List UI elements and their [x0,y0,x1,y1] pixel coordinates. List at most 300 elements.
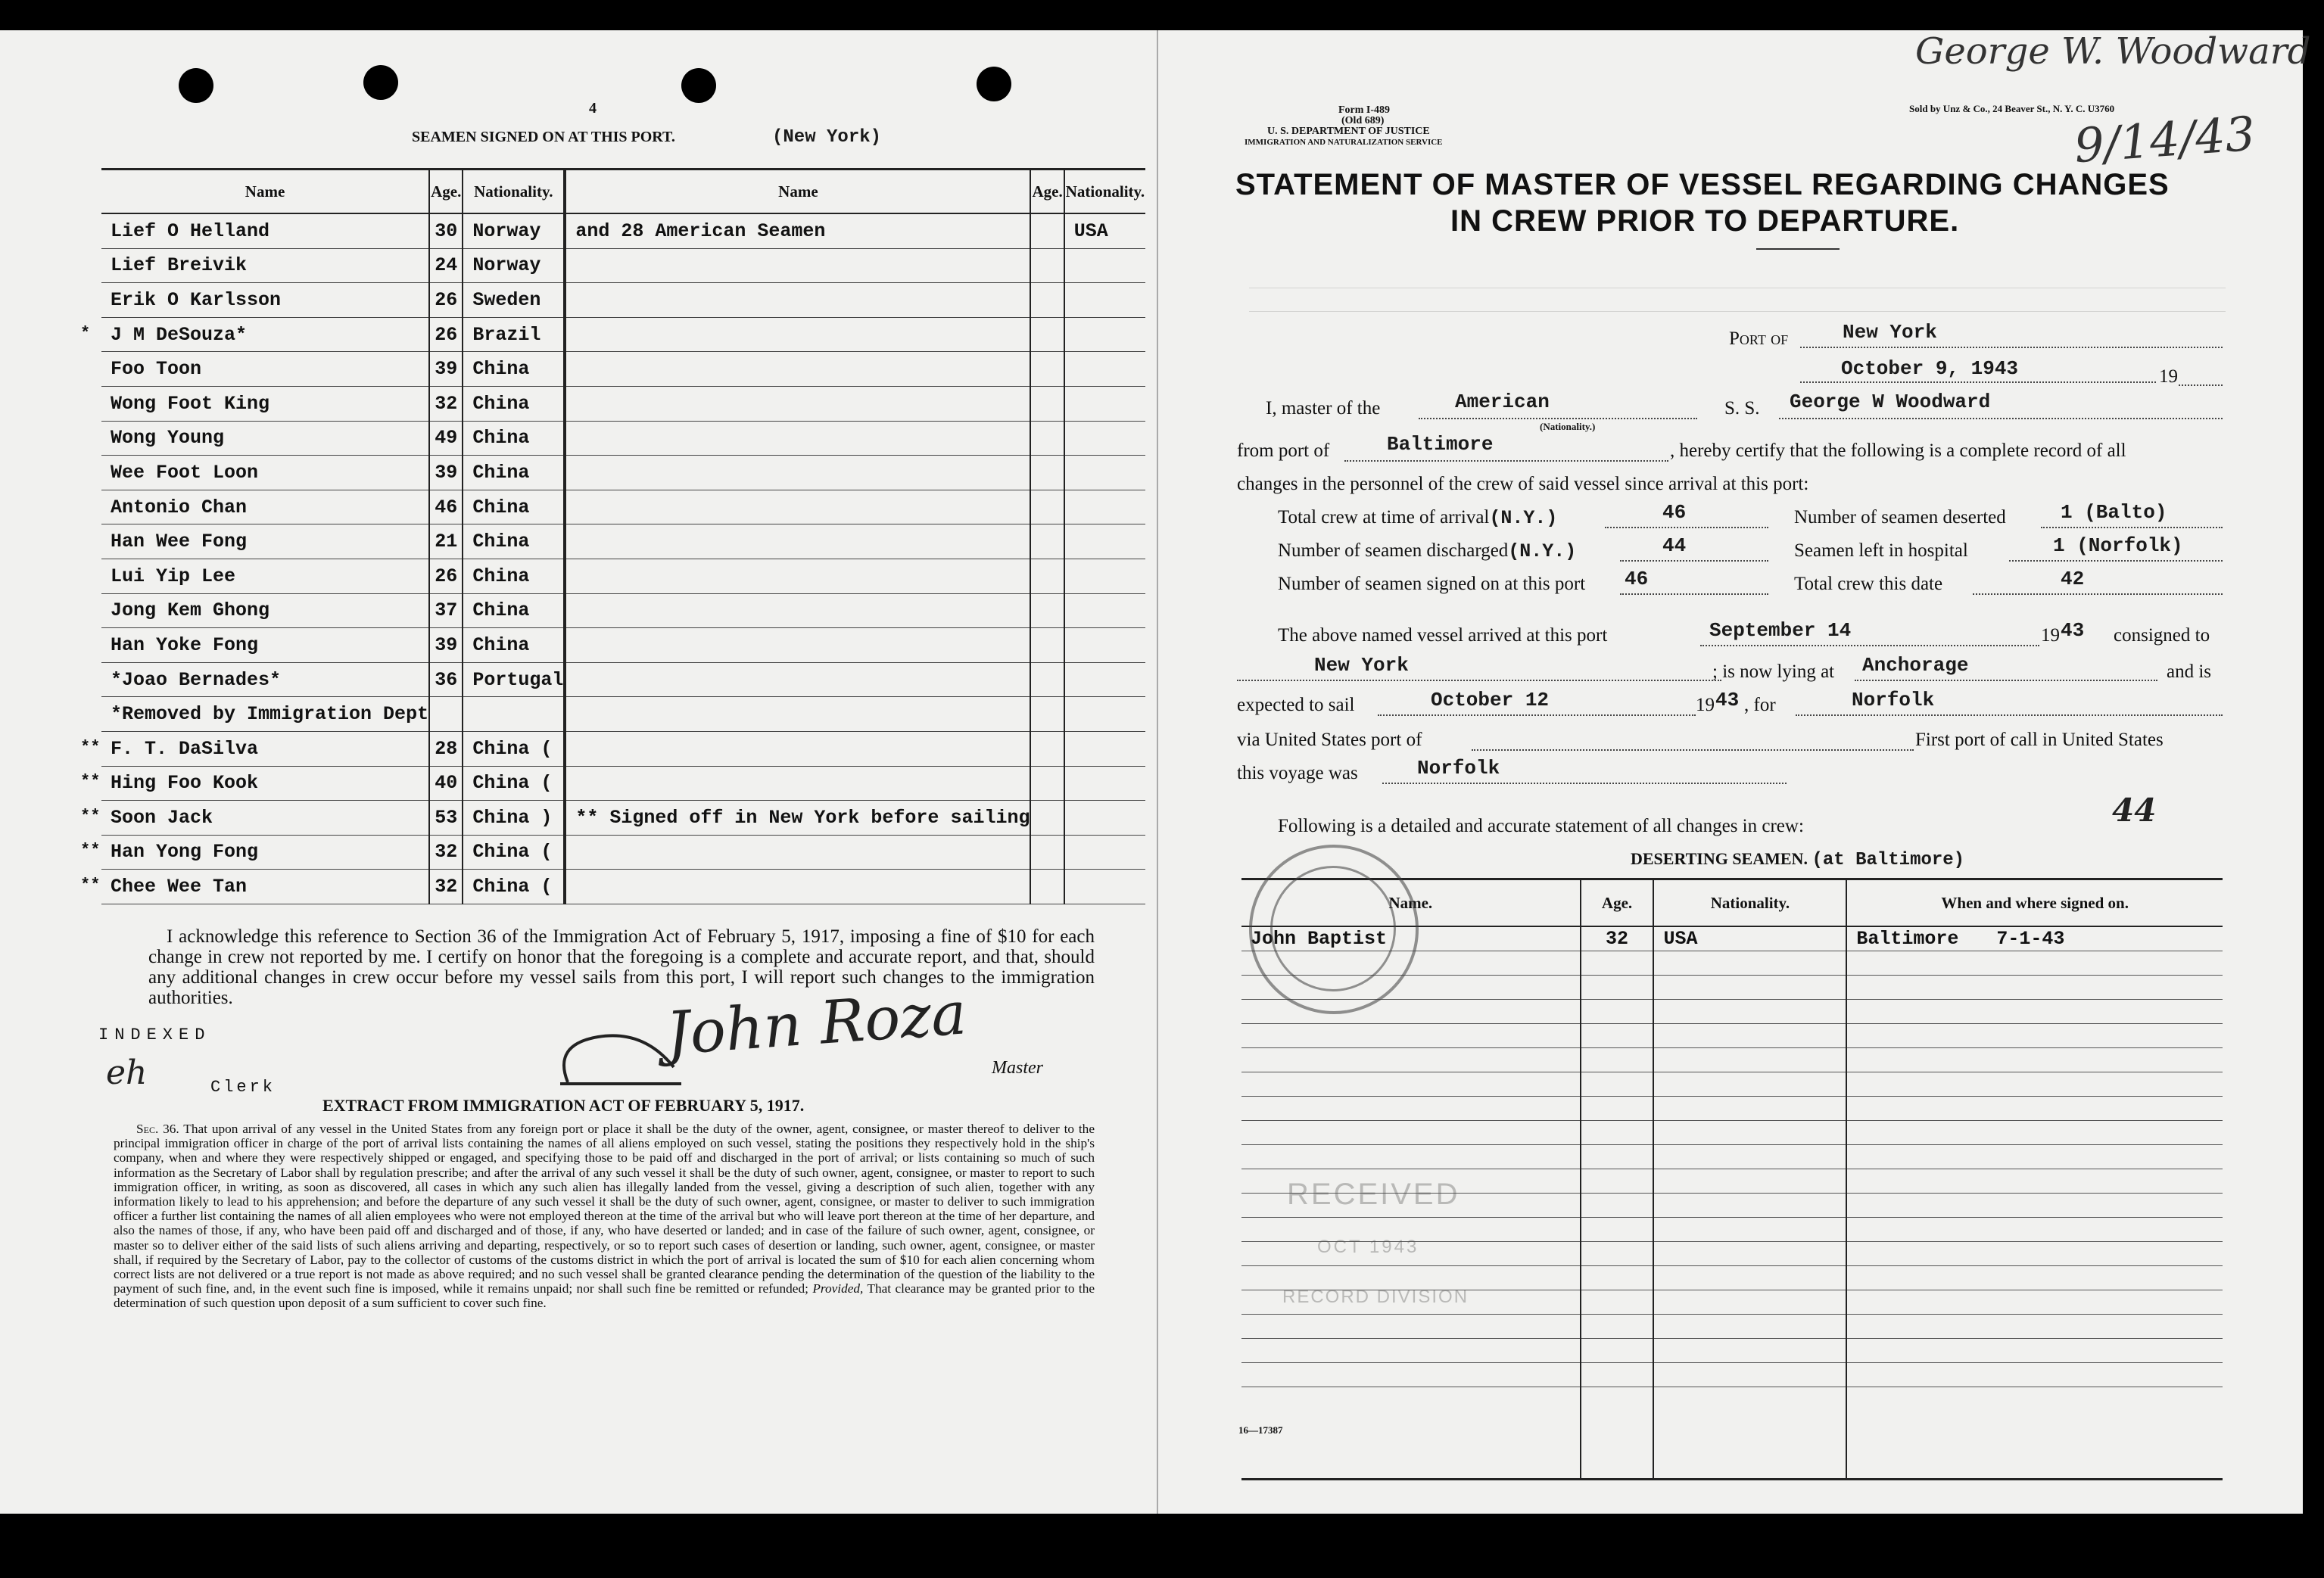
crew-age-2-cell [1030,248,1064,283]
consignee-line [1237,680,1721,681]
table-row [1241,1339,2223,1363]
crew-age-2-cell [1030,213,1064,248]
desert-tail-cell [1846,1387,2223,1480]
crew-nationality-cell: China [463,490,565,524]
crew-name-cell [101,628,429,663]
table-row [101,352,1145,387]
desert-nationality-cell [1653,1097,1846,1121]
title-line-1: STATEMENT OF MASTER OF VESSEL REGARDING CHANGES [1235,168,2170,201]
crew-name-text: F. T. DaSilva [111,737,259,760]
crew-name-cell [101,490,429,524]
crew-row-mark: * [80,323,91,343]
signature-flourish [553,1014,689,1097]
crew-name-2-cell [565,559,1030,593]
desert-when-where-cell [1846,1145,2223,1169]
crew-name-text: Jong Kem Ghong [111,599,270,622]
total-crew-arrival-value: 46 [1662,501,1687,524]
voyage-value: Norfolk [1417,757,1500,780]
first-port-label: First port of call in United States [1915,730,2164,750]
desert-when-where-cell [1846,1072,2223,1097]
crew-nationality-cell: China ( [463,731,565,766]
crew-nationality-2-cell [1064,835,1145,870]
left-title: SEAMEN SIGNED ON AT THIS PORT. [412,129,675,145]
circular-seal-stamp [1249,845,1419,1014]
arrived-value: September 14 [1709,619,1852,642]
col-header-age-2: Age. [1030,170,1064,214]
changes-text: changes in the personnel of the crew of said vessel since arrival at this port: [1237,474,1809,494]
via-line [1472,749,1914,751]
crew-age-2-cell [1030,731,1064,766]
desert-nationality-cell [1653,1242,1846,1266]
total-crew-date-value: 42 [2061,568,2085,590]
col-header-name: Name [101,170,429,214]
expected-value: October 12 [1431,689,1550,711]
arrived-label: The above named vessel arrived at this port [1278,625,1608,646]
deserted-label: Number of seamen deserted [1794,507,2006,528]
crew-nationality-cell: China [463,524,565,559]
desert-when-where-cell [1846,926,2223,951]
crew-nationality-2-cell [1064,524,1145,559]
expected-line [1378,714,1696,716]
table-row [1241,1097,2223,1121]
consigned-label: consigned to [2114,625,2210,646]
master-label: Master [992,1058,1043,1078]
desert-age-cell [1581,1145,1654,1169]
desert-age-cell [1581,976,1654,1000]
col-header-nationality-2: Nationality. [1064,170,1145,214]
crew-name-2-cell [565,697,1030,732]
desert-nationality-cell [1653,976,1846,1000]
from-port-line [1344,460,1668,462]
col-header-name-2: Name [565,170,1030,214]
crew-age-2-cell [1030,456,1064,490]
desert-nationality-cell [1653,1121,1846,1145]
desert-when-where-cell [1846,1097,2223,1121]
voyage-line [1382,783,1787,784]
crew-row-mark: ** [80,772,101,792]
desert-nationality-cell [1653,1290,1846,1315]
crew-age-2-cell [1030,283,1064,318]
crew-name-2-cell [565,628,1030,663]
crew-name-cell [101,662,429,697]
desert-age-cell [1581,1072,1654,1097]
master-signature: John Roza [664,979,969,1069]
desert-col-nationality: Nationality. [1653,879,1846,927]
handwritten-count: 44 [2112,792,2157,829]
crew-name-text: Chee Wee Tan [111,876,248,898]
desert-when-where-cell [1846,1194,2223,1218]
crew-name-2-cell [565,317,1030,352]
desert-when-where-cell [1846,1315,2223,1339]
crew-nationality-2-cell [1064,456,1145,490]
desert-age-cell [1581,1266,1654,1290]
desert-nationality-cell [1653,1218,1846,1242]
desert-when-where-cell [1846,1266,2223,1290]
arrived-line [1700,645,2039,646]
crew-name-cell [101,456,429,490]
crew-row-mark: ** [80,737,101,757]
hospital-label: Seamen left in hospital [1794,540,1968,561]
crew-name-text: Wong Foot King [111,392,270,415]
crew-name-2-cell [565,766,1030,801]
table-row [101,386,1145,421]
crew-age-cell: 53 [429,801,463,836]
crew-nationality-cell: China ( [463,766,565,801]
crew-age-cell: 39 [429,628,463,663]
desert-tail-cell [1241,1387,1581,1480]
arrived-year-prefix: 19 [2041,625,2060,646]
crew-name-text: Erik O Karlsson [111,288,282,311]
crew-age-cell: 26 [429,283,463,318]
section-36-text: Sec. 36. That upon arrival of any vessel in the United States from any foreign port or place it shall be the duty of the owner, agent, consignee, or master thereof to deliver to the principal immigration officer in charge of the port of arrival lists containing the names of all aliens employed on such vessel, stating the positions they respectively hold in the ship's company, when and where they were respectively shipped or engaged, and specifying those to be paid off and discharged in the port of arrival; or lists containing so much of such information as the Secretary of Labor shall by regulation prescribe; and after the arrival of any such vessel it shall be the duty of such owner, agent, consignee, or master to report to such immigration officer, in writing, as soon as discovered, all cases in which any such alien has illegally landed from the vessel, giving a description of such alien, together with any information likely to lead to his apprehension; and before the departure of any such vessel it shall be the duty of such owner, agent, consignee, or master to deliver to such immigration officer a further list containing the names of all alien employees who were not employed thereon at the time of the arrival but who will leave port thereon at the time of her departure, and also the names of those, if any, who have been paid off and discharged and of those, if any, who have deserted or landed; and in case of the failure of such owner, agent, consignee, or master so to deliver either of the said lists of such aliens arriving and departing, respectively, or so to report such cases of desertion or landing, such owner, agent, consignee, or master shall, if required by the Secretary of Labor, pay to the collector of customs of the customs district in which the port of arrival is located the sum of $10 for each alien concerning whom correct lists are not delivered or a true report is not made as above required; and no such vessel shall be granted clearance pending the determination of the question of the liability to the payment of such fine, and, in the event such fine is imposed, while it remains unpaid; nor shall such fine be remitted or refunded; Provided, That clearance may be granted prior to the determination of such question upon deposit of a sum sufficient to cover such fine. [114,1122,1095,1311]
crew-row-mark: ** [80,841,101,861]
crew-name-text: Lief O Helland [111,219,270,242]
crew-name-cell [80,731,429,766]
certify-text: , hereby certify that the following is a complete record of all [1670,440,2126,461]
desert-age-cell [1581,1000,1654,1024]
desert-nationality-cell [1653,1072,1846,1097]
crew-name-text: Han Yoke Fong [111,633,259,656]
title-line-2: IN CREW PRIOR TO DEPARTURE. [1450,204,1960,238]
col-header-age: Age. [429,170,463,214]
crew-nationality-cell: Brazil [463,317,565,352]
desert-age-cell [1581,1194,1654,1218]
crew-nationality-cell: China [463,421,565,456]
desert-age-cell [1581,1121,1654,1145]
desert-when-where-cell [1846,1363,2223,1387]
punch-hole [179,68,213,103]
for-label: , for [1744,695,1776,715]
crew-name-cell [80,317,429,352]
expected-year-value: 43 [1715,689,1740,711]
crew-age-cell: 39 [429,352,463,387]
desert-when-where-cell [1846,1218,2223,1242]
desert-age-cell [1581,951,1654,976]
desert-col-when-where: When and where signed on. [1846,879,2223,927]
expected-year-prefix: 19 [1696,695,1715,715]
form-number: Form I-489 [1338,104,1391,116]
crew-nationality-cell: Norway [463,248,565,283]
table-row [101,697,1145,732]
desert-name-cell [1241,1097,1581,1121]
bleed-through [1249,265,2226,310]
nationality-caption: (Nationality.) [1540,421,1596,432]
crew-name-2-cell [565,662,1030,697]
crew-nationality-2-cell [1064,559,1145,593]
crew-age-cell: 49 [429,421,463,456]
crew-name-2-cell [565,283,1030,318]
desert-when-where-cell [1846,1121,2223,1145]
table-row [1241,1363,2223,1387]
desert-nationality-cell [1653,1315,1846,1339]
crew-name-text: *Removed by Immigration Dept [111,703,429,726]
crew-nationality-2-cell [1064,421,1145,456]
crew-age-2-cell [1030,697,1064,732]
crew-name-text: Han Yong Fong [111,841,259,864]
desert-name-cell [1241,1121,1581,1145]
table-row [1241,1024,2223,1048]
crew-name-cell [101,559,429,593]
desert-when-text: 7-1-43 [1996,928,2065,950]
desert-age-cell [1581,1339,1654,1363]
desert-name-cell [1241,1145,1581,1169]
left-port-typed: (New York) [772,127,882,148]
desert-when-where-cell [1846,1339,2223,1363]
desert-nationality-cell: USA [1653,926,1846,951]
desert-nationality-cell [1653,1048,1846,1072]
table-row [1241,1315,2223,1339]
crew-age-cell: 46 [429,490,463,524]
crew-nationality-cell [463,697,565,732]
old-form-number: (Old 689) [1341,115,1385,126]
crew-name-cell [101,697,429,732]
consignee-value: New York [1314,654,1409,677]
desert-name-cell [1241,1315,1581,1339]
desert-nationality-cell [1653,1339,1846,1363]
crew-name-cell [101,386,429,421]
crew-name-2-cell [565,870,1030,904]
crew-name-cell [101,352,429,387]
and-is-label: and is [2167,661,2212,682]
desert-nationality-cell [1653,1024,1846,1048]
crew-nationality-2-cell [1064,628,1145,663]
crew-name-cell [80,870,429,904]
lying-value: Anchorage [1862,654,1969,677]
desert-when-where-cell [1846,1169,2223,1194]
desert-when-where-cell [1846,1024,2223,1048]
record-division: RECORD DIVISION [1282,1287,1469,1307]
service: IMMIGRATION AND NATURALIZATION SERVICE [1245,138,1443,147]
crew-nationality-2-cell [1064,593,1145,628]
desert-where-text: Baltimore [1856,928,1959,950]
crew-age-cell: 37 [429,593,463,628]
desert-tail-cell [1581,1387,1654,1480]
crew-nationality-2-cell [1064,801,1145,836]
sold-by: Sold by Unz & Co., 24 Beaver St., N. Y. C. U3760 [1909,103,2115,114]
crew-name-cell [101,213,429,248]
crew-nationality-cell: China [463,559,565,593]
clerk-initials: eh [106,1054,148,1092]
desert-name-cell: John Baptist [1241,926,1581,951]
desert-name-cell [1241,1024,1581,1048]
desert-age-cell: 32 [1581,926,1654,951]
desert-nationality-cell [1653,1363,1846,1387]
crew-signed-on-table [80,168,1145,904]
crew-name-text: Wee Foot Loon [111,461,259,484]
crew-age-2-cell [1030,766,1064,801]
desert-when-where-cell [1846,951,2223,976]
crew-name-2-cell [565,352,1030,387]
table-row [101,766,1145,801]
signed-on-line [1620,593,1768,595]
table-row [101,835,1145,870]
crew-age-cell: 32 [429,386,463,421]
table-row [101,593,1145,628]
desert-tail-cell [1653,1387,1846,1480]
voyage-label: this voyage was [1237,763,1358,783]
table-row [101,559,1145,593]
crew-age-cell: 26 [429,559,463,593]
hospital-line [2009,560,2223,562]
desert-nationality-cell [1653,1266,1846,1290]
date-line [1800,381,2156,383]
deserting-title: DESERTING SEAMEN. (at Baltimore) [1631,849,1965,870]
handwritten-date: 9/14/43 [2072,105,2257,174]
desert-name-cell [1241,1048,1581,1072]
date-year-prefix: 19 [2159,366,2178,387]
crew-nationality-2-cell [1064,731,1145,766]
crew-name-2-cell [565,386,1030,421]
crew-name-text: Antonio Chan [111,496,248,518]
table-row [101,421,1145,456]
table-row [1241,1387,2223,1480]
crew-nationality-cell: China ) [463,801,565,836]
discharged-label: Number of seamen discharged(N.Y.) [1278,540,1577,562]
crew-age-cell: 26 [429,317,463,352]
crew-nationality-2-cell [1064,248,1145,283]
crew-nationality-cell: China [463,628,565,663]
crew-age-2-cell [1030,317,1064,352]
desert-name-cell [1241,1072,1581,1097]
crew-age-cell [429,697,463,732]
desert-nationality-cell [1653,951,1846,976]
desert-age-cell [1581,1315,1654,1339]
crew-name-cell [101,248,429,283]
date-value: October 9, 1943 [1841,357,2019,380]
crew-name-text: Soon Jack [111,806,213,829]
desert-nationality-cell [1653,1145,1846,1169]
department: U. S. DEPARTMENT OF JUSTICE [1267,126,1430,137]
table-row [1241,1000,2223,1024]
total-crew-date-label: Total crew this date [1794,574,1943,594]
crew-name-cell [80,766,429,801]
crew-nationality-cell: Portugal [463,662,565,697]
arrived-year-value: 43 [2061,619,2085,642]
nationality-value: American [1455,391,1550,413]
crew-age-cell: 32 [429,870,463,904]
crew-nationality-cell: China [463,352,565,387]
handwritten-vessel-name: George W. Woodward [1915,30,2311,73]
table-row [101,456,1145,490]
crew-age-2-cell [1030,386,1064,421]
crew-nationality-2-cell [1064,870,1145,904]
crew-nationality-cell: Norway [463,213,565,248]
crew-nationality-2-cell [1064,490,1145,524]
crew-age-cell: 40 [429,766,463,801]
discharged-line [1620,560,1768,562]
crew-name-2-cell: ** Signed off in New York before sailing [565,801,1030,836]
total-crew-arrival-label: Total crew at time of arrival(N.Y.) [1278,507,1558,529]
year-line [2179,384,2223,386]
table-row [101,870,1145,904]
desert-age-cell [1581,1363,1654,1387]
lying-label: ; is now lying at [1712,661,1835,682]
table-row [1241,1048,2223,1072]
crew-nationality-cell: China [463,456,565,490]
crew-nationality-cell: Sweden [463,283,565,318]
desert-nationality-cell [1653,1000,1846,1024]
title-underline [1756,248,1840,250]
received-stamp: RECEIVED [1287,1178,1460,1211]
desert-name-cell [1241,1363,1581,1387]
crew-name-2-cell [565,835,1030,870]
desert-nationality-cell [1653,1169,1846,1194]
crew-name-text: *Joao Bernades* [111,668,282,691]
desert-when-where-cell [1846,1048,2223,1072]
crew-nationality-cell: China ( [463,835,565,870]
for-value: Norfolk [1852,689,1935,711]
hospital-value: 1 (Norfolk) [2053,534,2183,557]
for-line [1796,714,2223,716]
crew-nationality-2-cell [1064,352,1145,387]
table-row [101,213,1145,248]
master-of-label: I, master of the [1266,398,1381,419]
crew-name-2-cell [565,248,1030,283]
crew-table-body [80,213,1145,904]
crew-name-text: Wong Young [111,427,225,450]
total-crew-date-line [1973,593,2223,595]
crew-age-2-cell [1030,628,1064,663]
port-line [1800,347,2223,348]
crew-name-text: Lui Yip Lee [111,565,236,587]
desert-age-cell [1581,1024,1654,1048]
crew-nationality-2-cell [1064,662,1145,697]
crew-name-text: J M DeSouza* [111,323,248,346]
discharged-value: 44 [1662,534,1687,557]
crew-name-2-cell [565,524,1030,559]
page-number: 4 [589,100,597,117]
table-row [101,490,1145,524]
via-label: via United States port of [1237,730,1422,750]
crew-name-text: Hing Foo Kook [111,772,259,795]
crew-age-cell: 21 [429,524,463,559]
table-row [101,248,1145,283]
crew-age-cell: 28 [429,731,463,766]
crew-age-2-cell [1030,559,1064,593]
crew-age-cell: 36 [429,662,463,697]
crew-nationality-2-cell [1064,386,1145,421]
crew-nationality-2-cell: USA [1064,213,1145,248]
crew-row-mark: ** [80,806,101,826]
crew-age-2-cell [1030,870,1064,904]
lying-line [1855,680,2157,681]
extract-title: EXTRACT FROM IMMIGRATION ACT OF FEBRUARY 5, 1917. [322,1096,805,1115]
crew-age-cell: 24 [429,248,463,283]
table-row [101,662,1145,697]
ss-label: S. S. [1724,398,1760,419]
crew-age-2-cell [1030,490,1064,524]
crew-age-2-cell [1030,662,1064,697]
crew-name-cell [101,524,429,559]
crew-nationality-2-cell [1064,766,1145,801]
punch-hole [977,67,1011,101]
crew-name-text: Foo Toon [111,358,202,381]
desert-when-where-cell [1846,1290,2223,1315]
signed-on-value: 46 [1625,568,1649,590]
signed-on-label: Number of seamen signed on at this port [1278,574,1586,594]
table-row [1241,1121,2223,1145]
table-row [101,731,1145,766]
crew-nationality-2-cell [1064,317,1145,352]
vessel-line [1779,418,2223,419]
from-port-value: Baltimore [1387,433,1494,456]
desert-when-where-cell [1846,976,2223,1000]
crew-row-mark: ** [80,876,101,895]
crew-age-2-cell [1030,835,1064,870]
from-port-label: from port of [1237,440,1330,461]
table-row [101,801,1145,836]
crew-age-2-cell [1030,801,1064,836]
